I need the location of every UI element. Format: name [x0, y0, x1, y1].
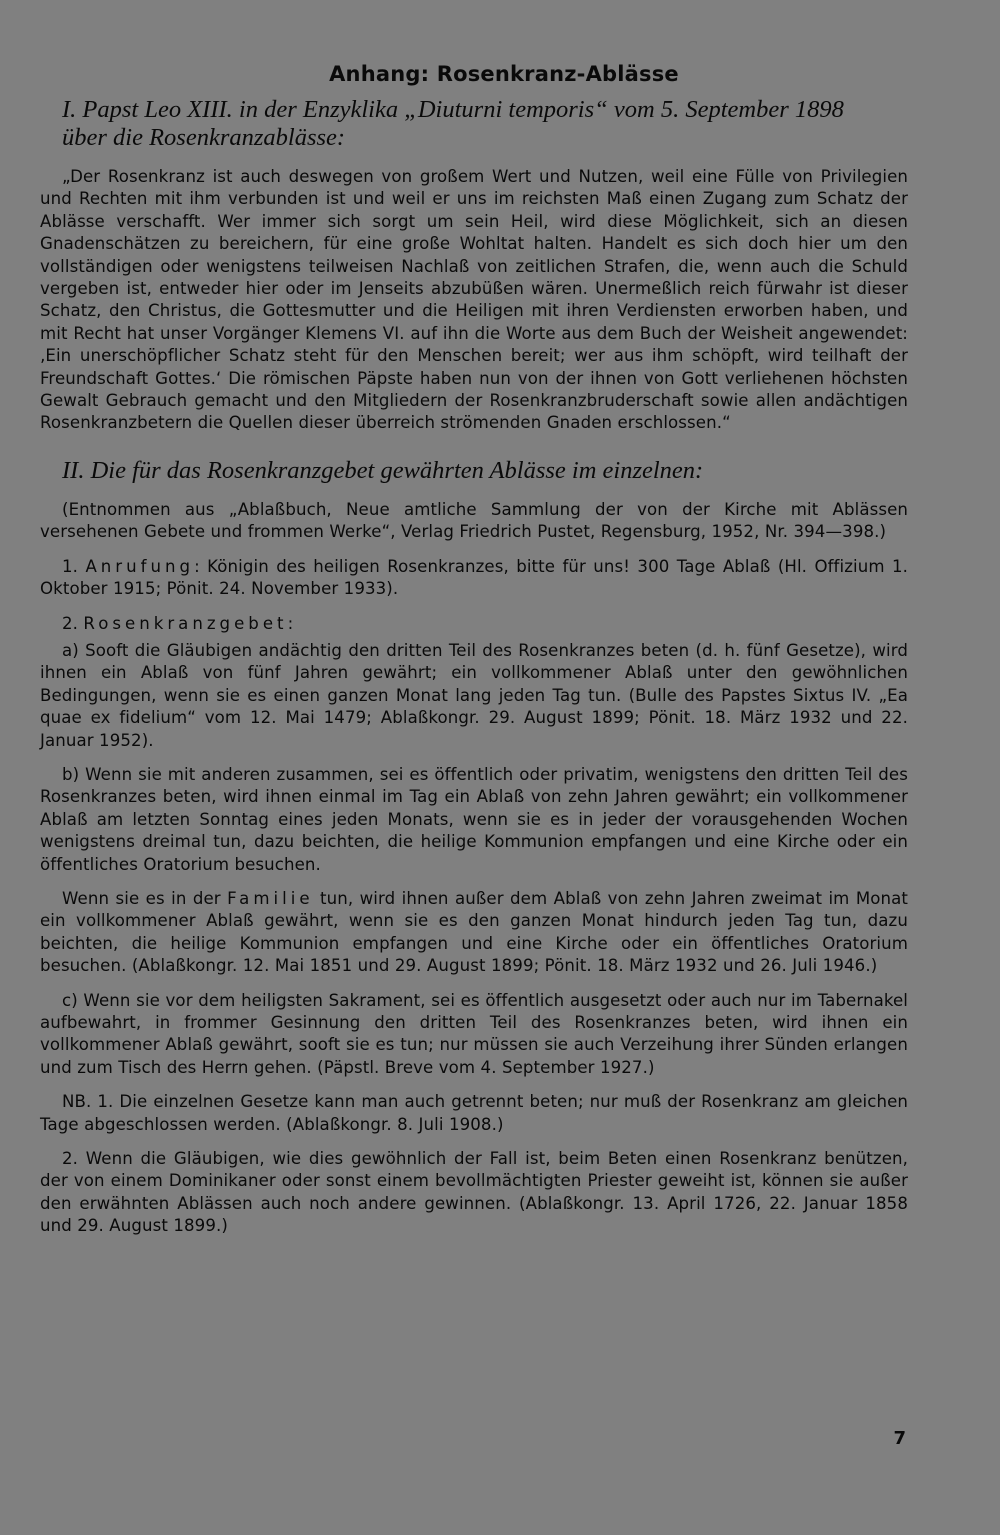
nota-bene-1: NB. 1. Die einzelnen Gesetze kann man auch getrennt beten; nur muß der Rosenkranz am gleichen Tage abgeschlossen werden. (Ablaßkongr. 8. Juli 1908.): [40, 1092, 908, 1134]
source-note: (Entnommen aus „Ablaßbuch, Neue amtliche Sammlung der von der Kirche mit Ablässen versehenen Gebete und frommen Werke“, Verlag Friedrich Pustet, Regensburg, 1952, Nr. 394—398.): [40, 499, 908, 542]
encyclical-quote: „Der Rosenkranz ist auch deswegen von großem Wert und Nutzen, weil eine Fülle von Privilegien und Rechten mit ihm verbunden ist und weil er uns im reichsten Maß einen Zugang zum Schatz der Ablässe verschafft. Wer immer sich sorgt um sein Heil, wird diese Möglichkeit, sich an diesen Gnadenschätzen zu bereichern, für eine große Wohltat halten. Handelt es sich doch hier um den vollständigen oder wenigstens teilweisen Nachlaß von zeitlichen Strafen, die, wenn auch die Schuld vergeben ist, entweder hier oder im Jenseits abzubüßen wären. Unermeßlich reich fürwahr ist dieser Schatz, den Christus, die Gottesmutter und die Heiligen mit ihren Verdiensten erworben haben, und mit Recht hat unser Vorgänger Klemens VI. auf ihn die Worte aus dem Buch der Weisheit angewendet: ‚Ein unerschöpflicher Schatz steht für den Menschen bereit; wer aus ihm schöpft, wird teilhaft der Freundschaft Gottes.‘ Die römischen Päpste haben nun von der ihnen von Gott verliehenen höchsten Gewalt Gebrauch gemacht und den Mitgliedern der Rosenkranzbruderschaft sowie allen andächtigen Rosenkranzbetern die Quellen dieser überreich strömenden Gnaden erschlossen.“: [40, 167, 908, 433]
section-1-heading-line-2: über die Rosenkranzablässe:: [62, 124, 346, 151]
family-word: Familie: [227, 888, 314, 908]
section-2-heading: II. Die für das Rosenkranzgebet gewährten Ablässe im einzelnen:: [62, 456, 704, 484]
nota-bene-2: 2. Wenn die Gläubigen, wie dies gewöhnlich der Fall ist, beim Beten einen Rosenkranz benützen, der von einem Dominikaner oder sonst einem bevollmächtigten Priester geweiht ist, können sie außer den erwähnten Ablässen auch noch andere gewinnen. (Ablaßkongr. 13. April 1726, 22. Januar 1858 und 29. August 1899.): [40, 1149, 908, 1236]
family-text-before: Wenn sie es in der: [62, 888, 221, 908]
page-number: 7: [893, 1428, 906, 1449]
item-2-colon: :: [287, 613, 294, 633]
item-2-b: b) Wenn sie mit anderen zusammen, sei es öffentlich oder privatim, wenigstens den dritten Teil des Rosenkranzes beten, wird ihnen einmal im Tag ein Ablaß von zehn Jahren gewährt; ein vollkommener Ablaß am letzten Sonntag eines jeden Monats, wenn sie es in jeder der vorausgehenden Wochen wenigstens dreimal tun, dazu beichten, die heilige Kommunion empfangen und eine Kirche oder ein öffentliches Oratorium besuchen.: [40, 764, 908, 874]
item-2-a: a) Sooft die Gläubigen andächtig den dritten Teil des Rosenkranzes beten (d. h. fünf Gesetze), wird ihnen ein Ablaß von fünf Jahren gewährt; ein vollkommener Ablaß unter den gewöhnlichen Bedingungen, wenn sie es einen ganzen Monat lang jeden Tag tun. (Bulle des Papstes Sixtus IV. „Ea quae ex fidelium“ vom 12. Mai 1479; Ablaßkongr. 29. August 1899; Pönit. 18. März 1932 und 22. Januar 1952).: [40, 640, 908, 750]
item-2-label: Rosenkranzgebet: [83, 613, 288, 633]
item-1-label: Anrufung: [85, 556, 195, 576]
item-1-invocation: [40, 556, 908, 601]
page-content: [40, 62, 908, 1243]
page-title: Anhang: Rosenkranz-Ablässe: [329, 62, 679, 86]
family-text-after: tun, wird ihnen außer dem Ablaß von zehn Jahren zweimat im Monat ein vollkommener Ablaß gewährt, wenn sie es den ganzen Monat hindurch jeden Tag tun, dazu beichten, die heilige Kommunion empfangen und eine Kirche oder ein öffentliches Oratorium besuchen. (Ablaßkongr. 12. Mai 1851 und 29. August 1899; Pönit. 18. März 1932 und 26. Juli 1946.): [40, 888, 909, 976]
section-1-heading-line-1: I. Papst Leo XIII. in der Enzyklika „Diuturni temporis“ vom 5. September 1898: [62, 96, 844, 123]
item-2-family: [40, 888, 908, 978]
item-1-number: 1.: [62, 556, 79, 576]
section-1-heading: [40, 96, 908, 152]
item-1-text: : Königin des heiligen Rosenkranzes, bitte für uns! 300 Tage Ablaß (Hl. Offizium 1. Oktober 1915; Pönit. 24. November 1933).: [40, 556, 909, 599]
item-2-number: 2.: [62, 613, 79, 633]
item-2-c: c) Wenn sie vor dem heiligsten Sakrament, sei es öffentlich ausgesetzt oder auch nur im Tabernakel aufbewahrt, in frommer Gesinnung den dritten Teil des Rosenkranzes beten, wird ihnen ein vollkommener Ablaß gewährt, sooft sie es tun; nur müssen sie auch Verzeihung ihrer Sünden erlangen und zum Tisch des Herrn gehen. (Päpstl. Breve vom 4. September 1927.): [40, 990, 908, 1077]
item-2-heading: [40, 613, 908, 635]
